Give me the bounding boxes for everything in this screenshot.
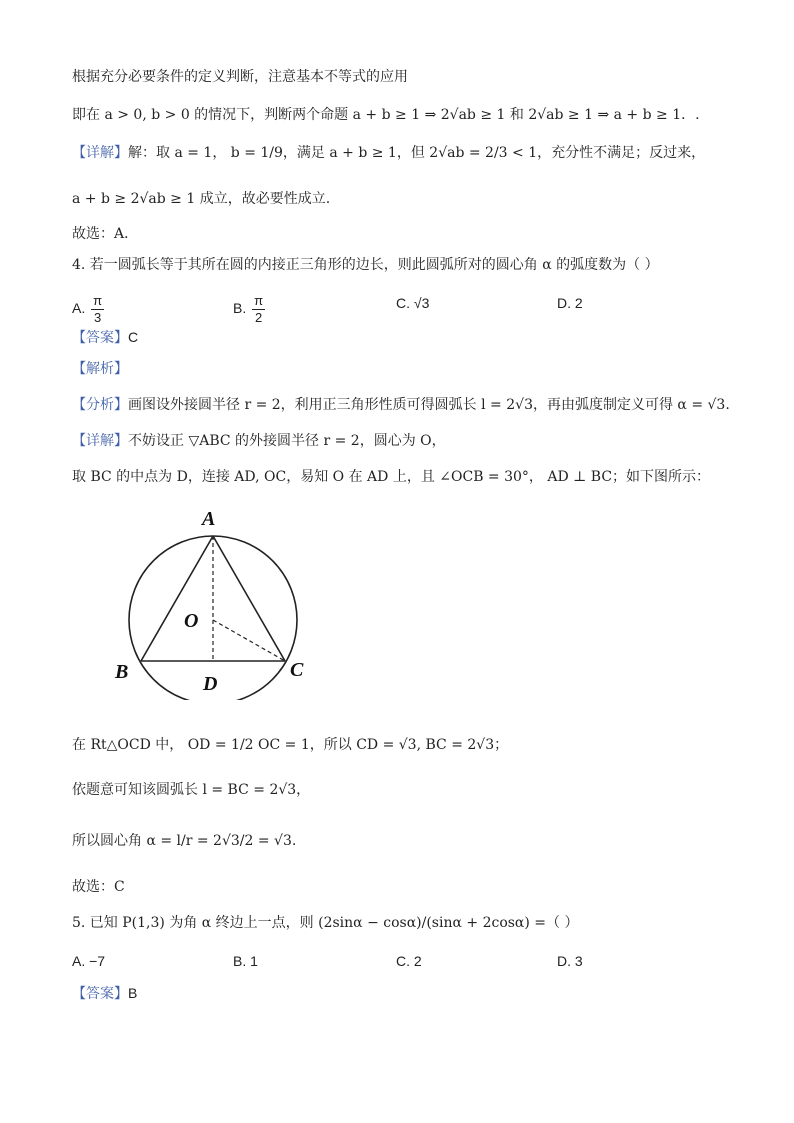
q5-option-a: A. −7 [72,953,106,969]
label-o: O [184,610,199,632]
answer-tag: 【答案】 [72,986,128,1002]
q5-option-c: C. 2 [396,953,422,969]
text-line: a + b ≥ 2√ab ≥ 1 成立，故必要性成立. [72,191,331,207]
text-line: 依题意可知该圆弧长 l = BC = 2√3， [72,782,311,798]
label-d: D [203,673,218,695]
answer-tag: 【答案】 [72,330,128,346]
label-c: C [290,659,304,681]
text-line: 故选：A． [72,226,139,242]
xiangjie-line: 【详解】不妨设正 ▽ABC 的外接圆半径 r = 2，圆心为 O， [72,433,446,449]
q4-option-b: B. $\frac{\pi}{2}$ [233,293,264,325]
xiangjie-tag: 【详解】 [72,145,128,161]
question-5: 5. 已知 P(1,3) 为角 α 终边上一点，则 (2sinα − cosα)/(sinα + 2cosα) =（ ） [72,915,579,931]
text-line: 所以圆心角 α = l/r = 2√3/2 = √3. [72,833,297,849]
q5-option-d: D. 3 [557,953,583,969]
label-a: A [202,508,216,530]
text-line: 故选：C [72,879,125,895]
triangle-circle-figure [100,500,340,700]
answer-5: 【答案】B [72,985,138,1002]
text-line: 即在 a > 0, b > 0 的情况下，判断两个命题 a + b ≥ 1 ⇒ 2√ab ≥ 1 和 2√ab ≥ 1 ⇒ a + b ≥ 1．. [72,107,700,123]
q4-option-d: D. 2 [557,295,583,311]
text-line: 【详解】解：取 a = 1， b = 1/9，满足 a + b ≥ 1，但 2√ab = 2/3 < 1，充分性不满足；反过来， [72,145,706,161]
text-line: 在 Rt△OCD 中， OD = 1/2 OC = 1，所以 CD = √3, BC = 2√3； [72,737,509,753]
text-line: 取 BC 的中点为 D，连接 AD, OC，易知 O 在 AD 上，且 ∠OCB = 30°， AD ⊥ BC；如下图所示： [72,469,711,485]
text-line: 根据充分必要条件的定义判断，注意基本不等式的应用 [72,69,408,85]
answer-4: 【答案】C [72,329,139,346]
q4-option-a: A. $\frac{\pi}{3}$ [72,293,103,325]
q4-option-c: C. √3 [396,295,430,311]
question-4: 4. 若一圆弧长等于其所在圆的内接正三角形的边长，则此圆弧所对的圆心角 α 的弧度数为（ ） [72,257,659,273]
side-ab [141,536,213,661]
q5-option-b: B. 1 [233,953,258,969]
fenxi-line: 【分析】画图设外接圆半径 r = 2，利用正三角形性质可得圆弧长 l = 2√3，再由弧度制定义可得 α = √3. [72,397,730,413]
jiexi-tag: 【解析】 [72,361,128,377]
label-b: B [115,661,129,683]
segment-oc [213,620,285,661]
side-ac [213,536,285,661]
